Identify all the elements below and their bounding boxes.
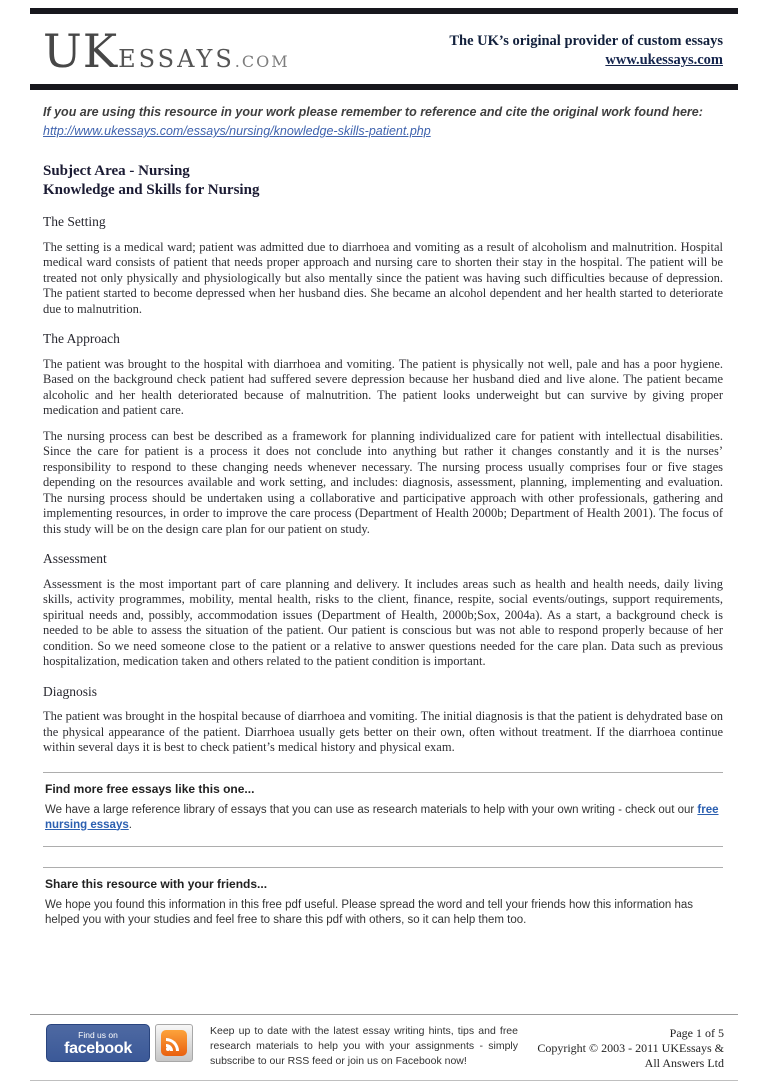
citation-notice: If you are using this resource in your work please remember to reference and cite the original work found here: (43, 105, 703, 119)
paragraph: The setting is a medical ward; patient was admitted due to diarrhoea and vomiting as a result of alcoholism and malnutrition. Hospital medical ward consists of patient that needs proper approach and nursing care to shorten their stay in the hospital. The patient will be treated not only physically and physiologically but also mentally since the patient was having such difficulties because of depression. The patient started to become depressed when her husband dies. She became an alcohol dependent and her health started to deteriorate due to malnutrition. (43, 239, 723, 316)
section-heading-diagnosis: Diagnosis (43, 683, 97, 699)
find-essays-text-before: We have a large reference library of essays that you can use as research materials to help with your own writing - check out our (45, 803, 698, 816)
paragraph: The patient was brought in the hospital because of diarrhoea and vomiting. The initial diagnosis is that the patient is dehydrated base on the physical appearance of the patient. Diarrhoea usually gets better on their own, often without treatment. If the diarrhoea continue within several days it is best to check patient’s medical history and physical exam. (43, 709, 723, 754)
header (0, 14, 768, 84)
logo-essays-text: ESSAYS (118, 45, 235, 73)
find-essays-block (43, 772, 723, 847)
site-url-link[interactable]: www.ukessays.com (605, 52, 723, 68)
essay-body (43, 162, 723, 756)
share-resource-text: We hope you found this information in this free pdf useful. Please spread the word and tell your friends how this information has helped you with your studies and feel free to share this pdf with others, so it can help them too. (45, 898, 693, 926)
find-essays-text (45, 803, 721, 833)
footer-right-block (523, 1024, 724, 1071)
subject-area-heading: Subject Area - Nursing (43, 163, 190, 179)
facebook-badge[interactable] (46, 1024, 150, 1062)
citation-url-link[interactable]: http://www.ukessays.com/essays/nursing/knowledge-skills-patient.php (43, 124, 431, 138)
ukessays-logo (43, 24, 290, 78)
header-tagline-block (449, 32, 723, 74)
facebook-badge-label: Find us on (78, 1029, 118, 1040)
logo-uk-text: UK (43, 24, 119, 78)
section-heading-approach: The Approach (43, 331, 120, 346)
free-nursing-essays-link[interactable]: free nursing essays (45, 803, 719, 831)
paragraph: Assessment is the most important part of care planning and delivery. It includes areas such as health and health needs, daily living skills, activity programmes, mobility, mental health, risks to the client, finance, respite, social events/outings, support requirements, spiritual needs and, possibly, accommodation issues (Department of Health, 2000b;Sox, 2004a). As a start, a background check is needed to be able to assess the situation of the patient. Our patient is conscious but was not able to respond properly because of her condition. So we need someone close to the patient or a relative to answer questions needed for the care plan. Data such as previous hospitalization, medication taken and others related to the patient condition is important. (43, 576, 723, 668)
share-resource-block (43, 867, 723, 928)
page-number: Page 1 of 5 (669, 1026, 724, 1040)
rss-dot (166, 1047, 170, 1051)
section-heading-setting: The Setting (43, 214, 106, 229)
find-essays-text-after: . (128, 818, 132, 831)
subscribe-text: Keep up to date with the latest essay writing hints, tips and free research materials to help you with your assignments - simply subscribe to our RSS feed or join us on Facebook now! (210, 1025, 518, 1067)
header-divider-bar (30, 84, 738, 90)
facebook-logo-text: facebook (64, 1039, 132, 1057)
essay-title: Knowledge and Skills for Nursing (43, 182, 260, 198)
rss-icon[interactable] (155, 1024, 193, 1062)
copyright: Copyright © 2003 - 2011 UKEssays & All Answers Ltd (537, 1041, 724, 1070)
paragraph: The nursing process can best be described as a framework for planning individualized care for patient with intellectual disabilities. Since the care for patient is a process it does not conclude into anything but rather it changes constantly and it is the nurses’ responsibility to respond to these changing needs whenever necessary. The nursing process usually comprises four or five stages depending on the resources available and work setting, and includes: diagnosis, assessment, planning, implementing and evaluation. The nursing process should be undertaken using a collaborative and participative approach with other professionals, gathering and implementing resources, in order to improve the care process (Department of Health 2000b; Department of Health 2001). The focus of this study will be on the design care plan for our patient on study. (43, 428, 723, 536)
rss-icon-glyph (161, 1030, 187, 1056)
find-essays-heading: Find more free essays like this one... (45, 781, 255, 796)
doc-title-block (43, 162, 723, 200)
section-heading-assessment: Assessment (43, 551, 107, 566)
citation-block (43, 104, 723, 140)
tagline: The UK’s original provider of custom essays (449, 33, 723, 49)
logo-com-text: .COM (234, 52, 290, 71)
footer (30, 1014, 738, 1081)
share-resource-heading: Share this resource with your friends... (45, 876, 268, 891)
paragraph: The patient was brought to the hospital with diarrhoea and vomiting. The patient is physically not well, pale and has a poor hygiene. Based on the background check patient had suffered severe depression because her husband died and live alone. The patient became alcoholic and her health deteriorated because of malnutrition. The patient looks underweight but can survive by giving proper medication and patient care. (43, 356, 723, 417)
